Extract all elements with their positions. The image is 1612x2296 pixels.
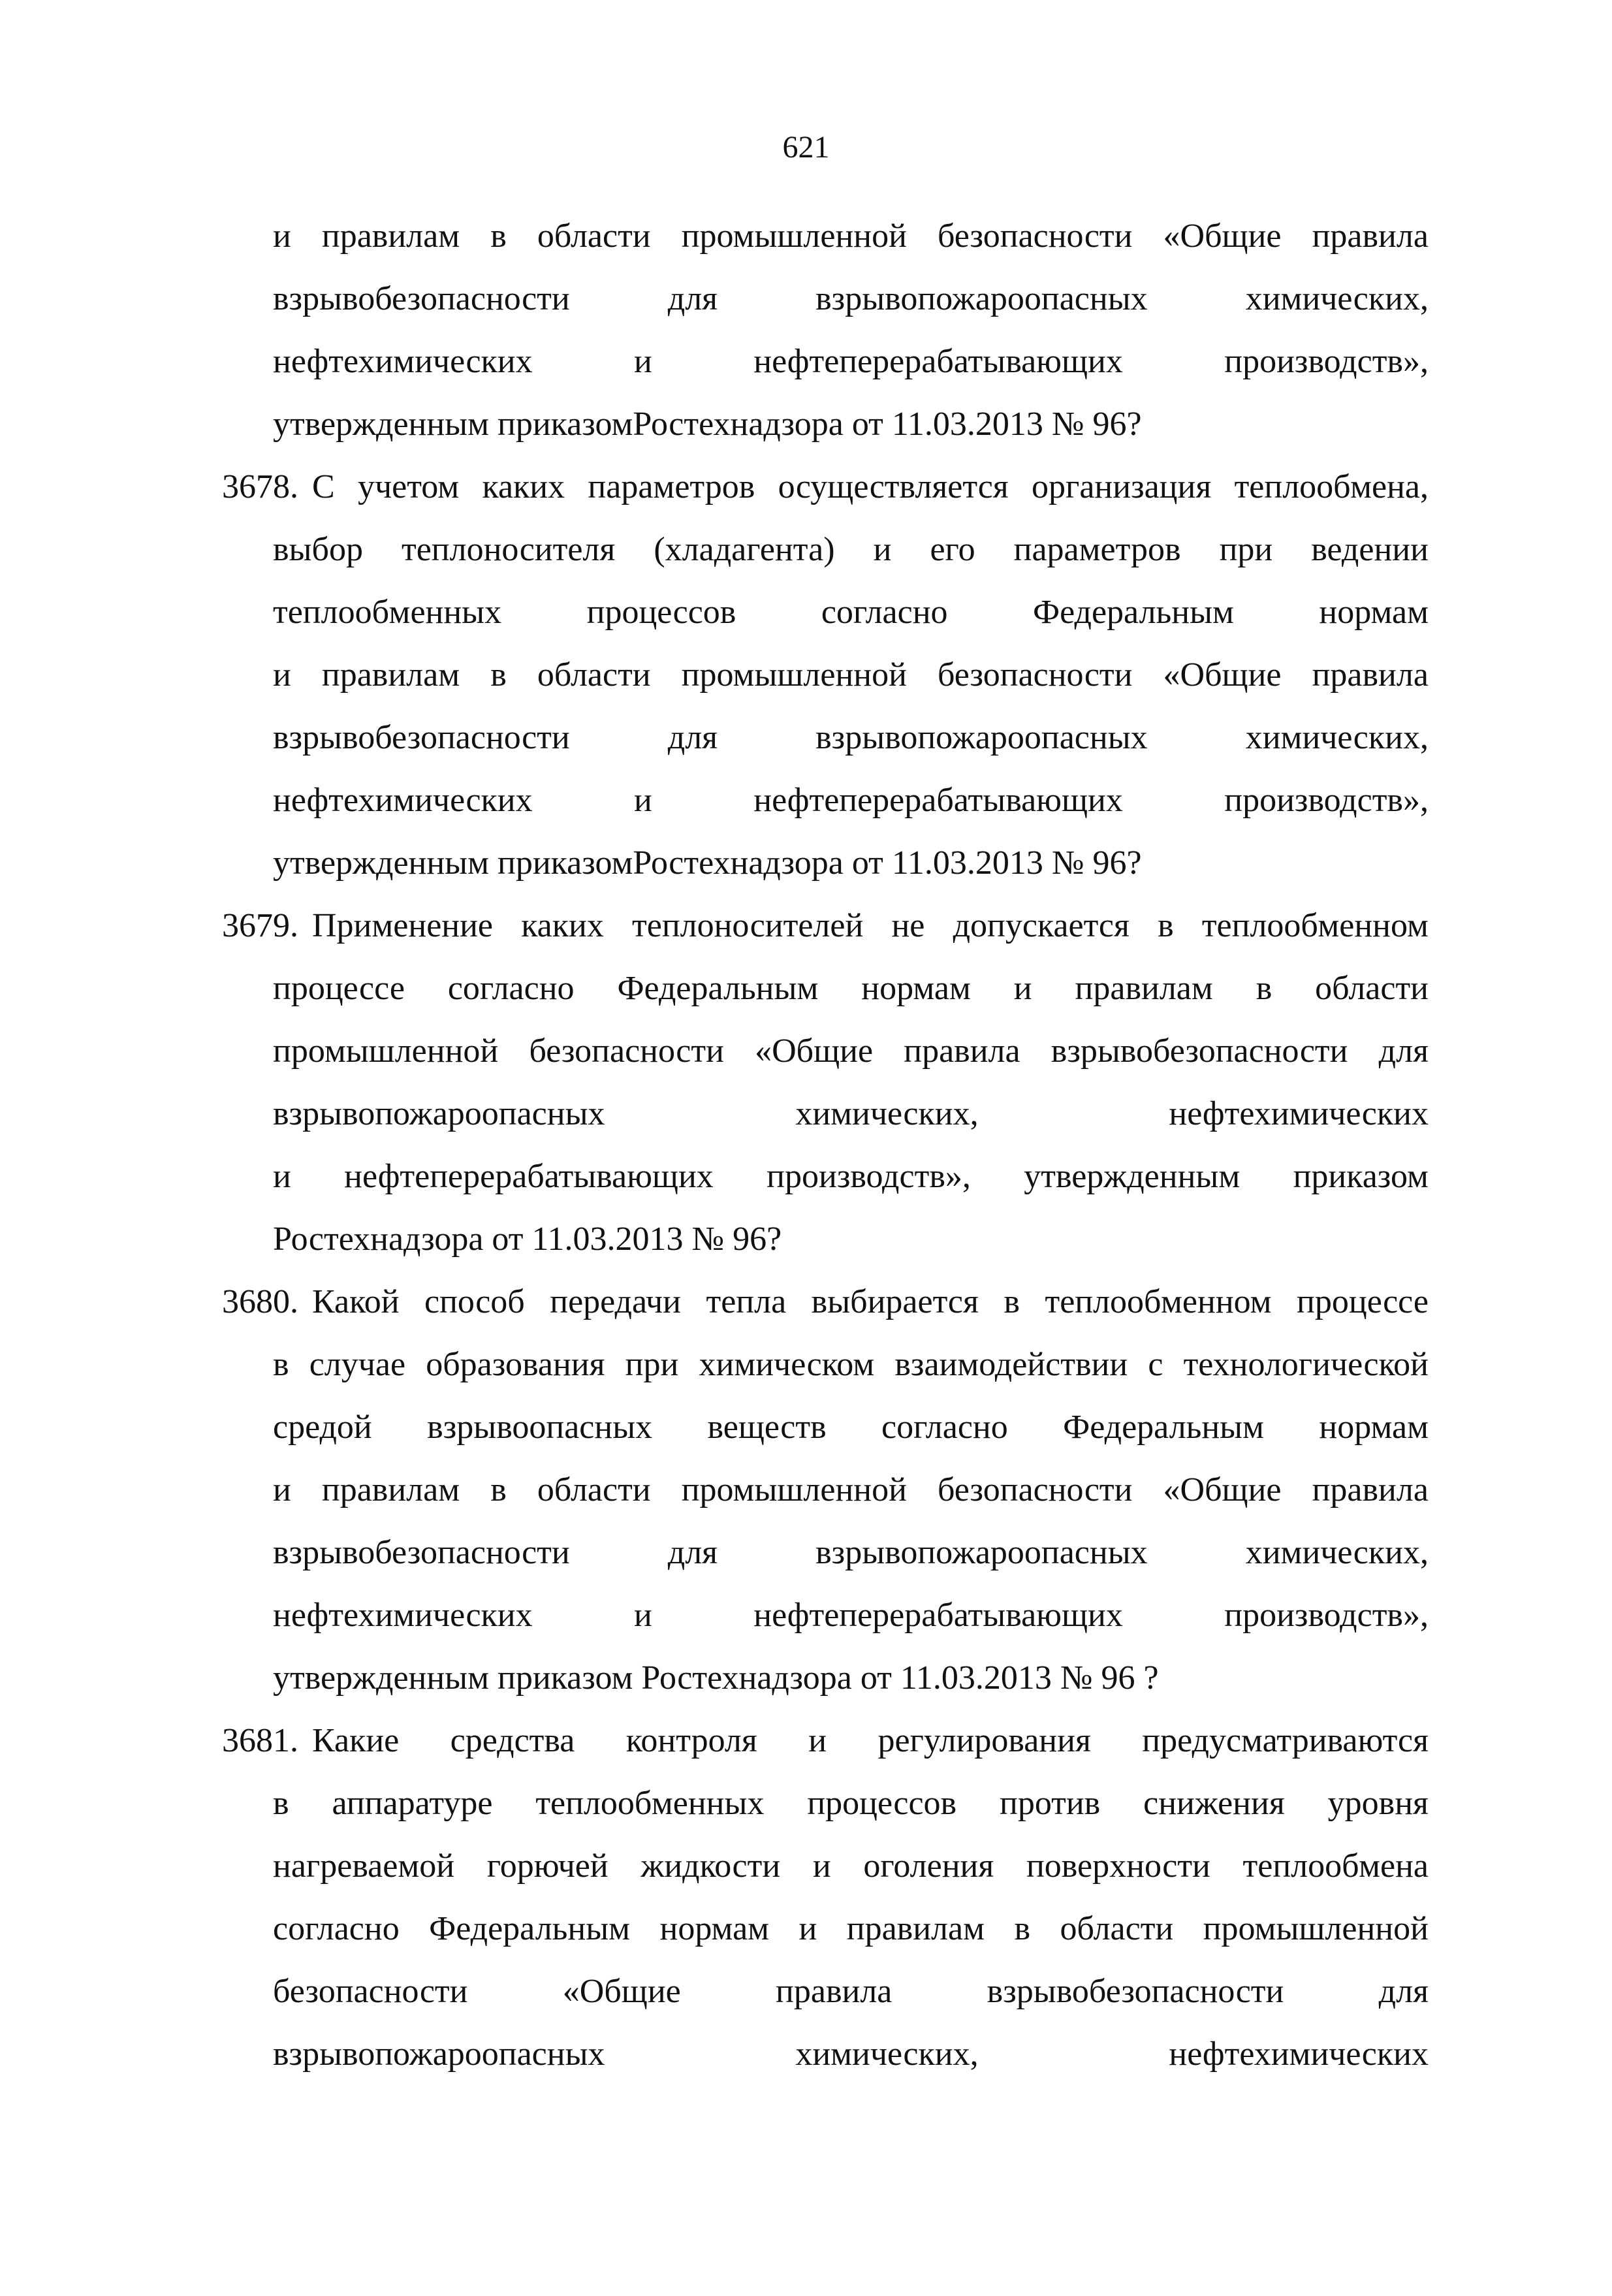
word: утвержденным	[1024, 1158, 1241, 1195]
word: взрывопожароопасных	[273, 1095, 605, 1132]
word: нефтеперерабатывающих	[753, 1597, 1123, 1634]
question-3679	[222, 895, 1429, 1271]
word: передачи	[550, 1283, 681, 1320]
word: тепла	[706, 1283, 787, 1320]
word: С	[312, 468, 335, 505]
text-line	[222, 1396, 1429, 1459]
word: каких	[521, 907, 604, 944]
word: теплоносителя	[402, 531, 616, 568]
word: и	[812, 1847, 831, 1885]
word: жидкости	[640, 1847, 781, 1885]
document-body	[222, 205, 1429, 2086]
word: и	[1013, 970, 1032, 1007]
text-line	[222, 1584, 1429, 1647]
word: в	[490, 656, 507, 694]
word: осуществляется	[778, 468, 1009, 505]
word: согласно	[273, 1910, 400, 1947]
word: правилам	[321, 1471, 460, 1508]
word: оголения	[863, 1847, 994, 1885]
word: в	[490, 1471, 507, 1508]
word: ведении	[1311, 531, 1429, 568]
word: «Общие	[562, 1973, 681, 2010]
word: и	[634, 782, 652, 819]
word: учетом	[357, 468, 460, 505]
text-line	[312, 1710, 1429, 1772]
word: процессе	[273, 970, 405, 1007]
word: производств»,	[1224, 343, 1429, 380]
text-line-first	[222, 456, 1429, 518]
word: нефтехимических	[1169, 2035, 1429, 2073]
word: безопасности	[938, 656, 1133, 694]
text-line	[222, 2023, 1429, 2086]
word: организация	[1032, 468, 1212, 505]
text-line	[312, 1271, 1429, 1333]
word: теплообменном	[1045, 1283, 1272, 1320]
word: взрывобезопасности	[1051, 1032, 1348, 1070]
word: правила	[776, 1973, 893, 2010]
text-line	[222, 1960, 1429, 2023]
text-line	[222, 518, 1429, 581]
text-line	[222, 205, 1429, 268]
word: и	[273, 1158, 291, 1195]
word: регулирования	[877, 1722, 1091, 1759]
word: области	[537, 217, 651, 255]
word: в	[273, 1785, 289, 1822]
word: Федеральным	[429, 1910, 631, 1947]
text-line	[312, 895, 1429, 957]
text-line-first	[222, 1271, 1429, 1333]
word: Какие	[312, 1722, 400, 1759]
word: нормам	[1319, 1409, 1429, 1446]
word: «Общие	[1163, 217, 1282, 255]
word: области	[537, 656, 651, 694]
text-line	[222, 707, 1429, 769]
word: приказом	[1293, 1158, 1429, 1195]
word: химических,	[1245, 1534, 1429, 1571]
word: в	[273, 1346, 289, 1383]
word: процессов	[807, 1785, 957, 1822]
word: теплообмена,	[1234, 468, 1429, 505]
word: нефтеперерабатывающих	[753, 782, 1123, 819]
word: химических,	[795, 2035, 979, 2073]
question-number: 3681.	[222, 1722, 298, 1759]
word: безопасности	[529, 1032, 724, 1070]
word: взрывопожароопасных	[815, 280, 1148, 317]
word: (хладагента)	[654, 531, 835, 568]
text-line: утвержденным приказомРостехнадзора от 11.03.2013 № 96?	[273, 406, 1142, 443]
word: промышленной	[681, 217, 907, 255]
text-line: утвержденным приказом Ростехнадзора от 11.03.2013 № 96 ?	[273, 1659, 1159, 1697]
word: средства	[450, 1722, 575, 1759]
word: химическом	[699, 1346, 875, 1383]
word: для	[1378, 1973, 1429, 2010]
word: химических,	[1245, 280, 1429, 317]
word: при	[625, 1346, 679, 1383]
word: способ	[424, 1283, 525, 1320]
word: нефтехимических	[1169, 1095, 1429, 1132]
word: каких	[482, 468, 565, 505]
word: средой	[273, 1409, 372, 1446]
text-line	[222, 581, 1429, 644]
word: в	[1158, 907, 1174, 944]
question-3681	[222, 1710, 1429, 2086]
page-number: 621	[782, 130, 830, 165]
text-line	[222, 330, 1429, 393]
word: химических,	[795, 1095, 979, 1132]
word: взрывобезопасности	[273, 1534, 570, 1571]
word: параметров	[588, 468, 755, 505]
word: для	[667, 1534, 718, 1571]
word: технологической	[1183, 1346, 1429, 1383]
word: безопасности	[938, 217, 1133, 255]
text-line	[222, 957, 1429, 1020]
word: горючей	[486, 1847, 608, 1885]
word: «Общие	[1163, 1471, 1282, 1508]
text-line	[222, 1835, 1429, 1898]
word: правилам	[846, 1910, 985, 1947]
word: в	[490, 217, 507, 255]
text-line-first	[222, 895, 1429, 957]
word: аппаратуре	[332, 1785, 493, 1822]
word: параметров	[1013, 531, 1181, 568]
word: правилам	[321, 656, 460, 694]
word: и	[808, 1722, 827, 1759]
word: промышленной	[273, 1032, 499, 1070]
word: взрывоопасных	[427, 1409, 653, 1446]
text-line	[222, 1459, 1429, 1522]
word: и	[634, 1597, 652, 1634]
text-line	[222, 1772, 1429, 1835]
word: для	[667, 280, 718, 317]
continuation-paragraph	[222, 205, 1429, 456]
word: согласно	[881, 1409, 1008, 1446]
word: случае	[309, 1346, 406, 1383]
word: безопасности	[273, 1973, 468, 2010]
word: в	[1014, 1910, 1030, 1947]
word: и	[634, 343, 652, 380]
word: Какой	[312, 1283, 400, 1320]
word: правила	[1312, 217, 1429, 255]
word: «Общие	[1163, 656, 1282, 694]
word: Федеральным	[1033, 594, 1234, 631]
text-line	[222, 644, 1429, 707]
text-line: утвержденным приказомРостехнадзора от 11.03.2013 № 96?	[273, 844, 1142, 882]
word: поверхности	[1026, 1847, 1210, 1885]
text-line	[222, 1145, 1429, 1208]
word: промышленной	[681, 656, 907, 694]
word: образования	[426, 1346, 605, 1383]
word: производств»,	[1224, 782, 1429, 819]
word: взаимодействии	[894, 1346, 1128, 1383]
word: нефтеперерабатывающих	[753, 343, 1123, 380]
word: нормам	[659, 1910, 770, 1947]
word: промышленной	[681, 1471, 907, 1508]
word: теплообменном	[1201, 907, 1429, 944]
word: правила	[904, 1032, 1020, 1070]
word: взрывопожароопасных	[273, 2035, 605, 2073]
word: процессе	[1297, 1283, 1429, 1320]
word: и	[873, 531, 892, 568]
word: Федеральным	[1063, 1409, 1265, 1446]
word: и	[273, 1471, 291, 1508]
word: нефтехимических	[273, 1597, 533, 1634]
word: не	[891, 907, 925, 944]
text-line	[222, 769, 1429, 832]
word: правилам	[321, 217, 460, 255]
word: безопасности	[938, 1471, 1133, 1508]
word: области	[1315, 970, 1429, 1007]
word: теплообменных	[535, 1785, 765, 1822]
question-3680	[222, 1271, 1429, 1710]
word: согласно	[447, 970, 575, 1007]
word: теплообменных	[273, 594, 502, 631]
word: веществ	[707, 1409, 827, 1446]
word: теплообмена	[1242, 1847, 1429, 1885]
word: для	[667, 719, 718, 756]
text-line	[222, 268, 1429, 330]
word: процессов	[586, 594, 736, 631]
word: нефтехимических	[273, 782, 533, 819]
text-line	[312, 456, 1429, 518]
word: выбор	[273, 531, 363, 568]
word: взрывобезопасности	[987, 1973, 1284, 2010]
word: промышленной	[1203, 1910, 1429, 1947]
word: при	[1219, 531, 1273, 568]
word: производств»,	[1224, 1597, 1429, 1634]
word: против	[999, 1785, 1101, 1822]
text-line	[222, 1020, 1429, 1083]
word: контроля	[625, 1722, 757, 1759]
text-line	[222, 1522, 1429, 1584]
word: снижения	[1143, 1785, 1285, 1822]
word: уровня	[1327, 1785, 1429, 1822]
question-3678	[222, 456, 1429, 895]
word: взрывобезопасности	[273, 719, 570, 756]
question-number: 3680.	[222, 1283, 298, 1320]
word: теплоносителей	[632, 907, 864, 944]
word: правилам	[1075, 970, 1213, 1007]
word: взрывопожароопасных	[815, 719, 1148, 756]
text-line	[222, 1083, 1429, 1145]
word: допускается	[953, 907, 1130, 944]
word: взрывопожароопасных	[815, 1534, 1148, 1571]
text-line-first	[222, 1710, 1429, 1772]
word: его	[930, 531, 975, 568]
word: предусматриваются	[1142, 1722, 1429, 1759]
word: химических,	[1245, 719, 1429, 756]
word: выбирается	[811, 1283, 979, 1320]
text-line	[222, 1333, 1429, 1396]
word: и	[273, 217, 291, 255]
word: нефтеперерабатывающих	[344, 1158, 714, 1195]
word: нефтехимических	[273, 343, 533, 380]
word: «Общие	[755, 1032, 874, 1070]
word: области	[1060, 1910, 1174, 1947]
word: взрывобезопасности	[273, 280, 570, 317]
word: правила	[1312, 656, 1429, 694]
word: нагреваемой	[273, 1847, 455, 1885]
word: для	[1378, 1032, 1429, 1070]
word: согласно	[821, 594, 948, 631]
text-line	[222, 1898, 1429, 1960]
word: области	[537, 1471, 651, 1508]
word: Применение	[312, 907, 494, 944]
word: в	[1256, 970, 1272, 1007]
word: и	[273, 656, 291, 694]
text-line: Ростехнадзора от 11.03.2013 № 96?	[273, 1220, 782, 1258]
question-number: 3678.	[222, 468, 298, 505]
word: производств»,	[766, 1158, 971, 1195]
word: Федеральным	[617, 970, 819, 1007]
word: и	[798, 1910, 817, 1947]
word: в	[1004, 1283, 1020, 1320]
question-number: 3679.	[222, 907, 298, 944]
word: нормам	[1319, 594, 1429, 631]
word: нормам	[861, 970, 971, 1007]
word: с	[1148, 1346, 1163, 1383]
word: правила	[1312, 1471, 1429, 1508]
